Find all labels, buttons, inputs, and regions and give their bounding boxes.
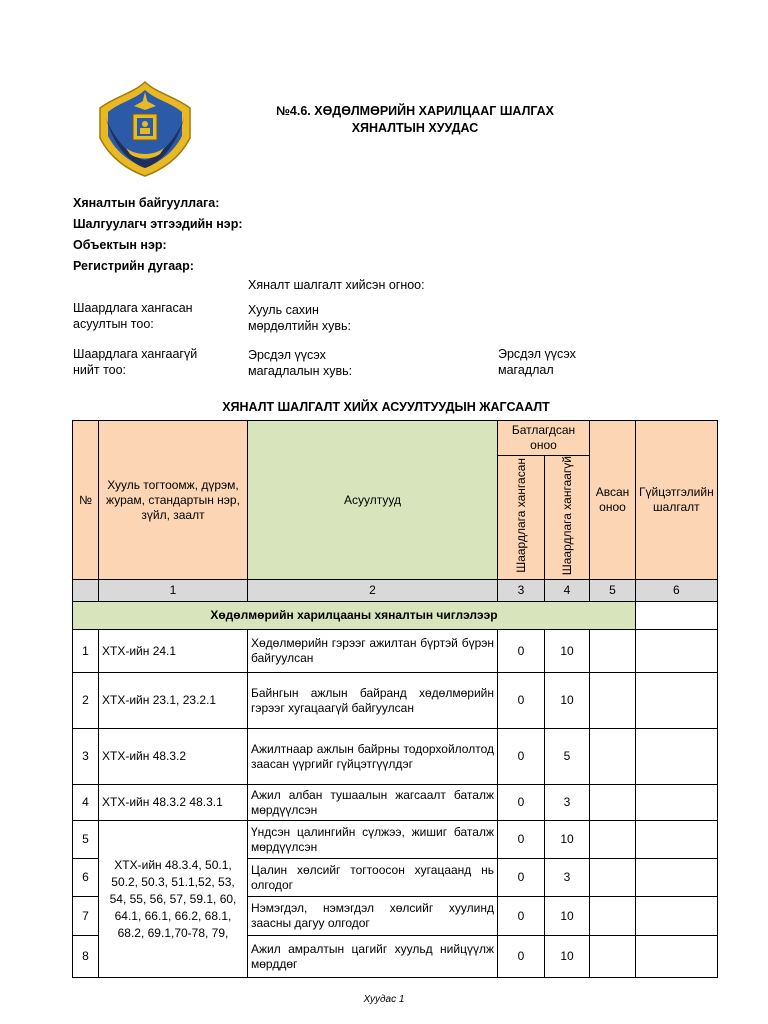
table-row	[73, 630, 718, 673]
compliant-count-label: Шаардлага хангасан асуултын тоо:	[73, 301, 193, 331]
row-compliant-score: 0	[498, 897, 545, 936]
row-number: 1	[73, 630, 99, 673]
row-law: ХТХ-ийн 24.1	[99, 630, 248, 673]
row-law-merged: ХТХ-ийн 48.3.4, 50.1, 50.2, 50.3, 51.1,52, 53, 54, 55, 56, 57, 59.1, 60, 64.1, 66.1, 66.2, 68.1, 68.2, 69.1,70-78, 79,	[99, 821, 248, 978]
row-implementation-cell[interactable]	[636, 859, 718, 897]
field-control-organization: Хяналтын байгууллага:	[73, 196, 220, 210]
column-number: 4	[545, 580, 590, 602]
section-label: Хөдөлмөрийн харилцааны хяналтын чиглэлээр	[73, 602, 636, 630]
compliance-percent-label: Хууль сахин мөрдөлтийн хувь:	[248, 303, 351, 333]
row-received-cell[interactable]	[590, 897, 636, 936]
emblem-logo	[96, 78, 194, 178]
row-question: Үндсэн цалингийн сүлжээ, жишиг баталж мөрдүүлсэн	[248, 821, 498, 859]
row-implementation-cell[interactable]	[636, 821, 718, 859]
header-received-score: Авсан оноо	[590, 421, 636, 580]
row-number: 6	[73, 859, 99, 897]
row-noncompliant-score: 3	[545, 859, 590, 897]
checklist-table	[72, 420, 718, 978]
row-received-cell[interactable]	[590, 785, 636, 821]
header-questions: Асуултууд	[248, 421, 498, 580]
row-received-cell[interactable]	[590, 630, 636, 673]
row-noncompliant-score: 10	[545, 897, 590, 936]
column-number: 6	[636, 580, 718, 602]
risk-probability-label: Эрсдэл үүсэх магадлал	[498, 347, 576, 377]
row-number: 5	[73, 821, 99, 859]
row-implementation-cell[interactable]	[636, 785, 718, 821]
row-compliant-score: 0	[498, 673, 545, 729]
row-question: Ажил албан тушаалын жагсаалт баталж мөрдүүлсэн	[248, 785, 498, 821]
table-row	[73, 729, 718, 785]
row-implementation-cell[interactable]	[636, 630, 718, 673]
row-implementation-cell[interactable]	[636, 936, 718, 978]
header-law: Хууль тогтоомж, дүрэм, журам, стандартын нэр, зүйл, заалт	[99, 421, 248, 580]
table-row	[73, 785, 718, 821]
row-received-cell[interactable]	[590, 673, 636, 729]
row-law: ХТХ-ийн 48.3.2 48.3.1	[99, 785, 248, 821]
row-compliant-score: 0	[498, 630, 545, 673]
row-noncompliant-score: 10	[545, 673, 590, 729]
column-number: 3	[498, 580, 545, 602]
header-implementation-check: Гүйцэтгэлийн шалгалт	[636, 421, 718, 580]
row-question: Нэмэгдэл, нэмэгдэл хөлсийг хуулинд заасны дагуу олгодог	[248, 897, 498, 936]
section-row	[73, 602, 718, 630]
column-number: 2	[248, 580, 498, 602]
title-line-1: №4.6. ХӨДӨЛМӨРИЙН ХАРИЛЦААГ ШАЛГАХ	[275, 104, 555, 118]
column-number-row	[73, 580, 718, 602]
header-no: №	[73, 421, 99, 580]
row-number: 7	[73, 897, 99, 936]
row-received-cell[interactable]	[590, 859, 636, 897]
title-line-2: ХЯНАЛТЫН ХУУДАС	[351, 121, 479, 135]
row-noncompliant-score: 3	[545, 785, 590, 821]
risk-probability-percent-label: Эрсдэл үүсэх магадлалын хувь:	[248, 348, 353, 378]
row-compliant-score: 0	[498, 785, 545, 821]
header-noncompliant: Шаардлага хангаагүй	[545, 456, 590, 580]
row-received-cell[interactable]	[590, 936, 636, 978]
field-registration-number: Регистрийн дугаар:	[73, 259, 194, 273]
field-object-name: Объектын нэр:	[73, 238, 167, 252]
row-question: Цалин хөлсийг тогтоосон хугацаанд нь олгодог	[248, 859, 498, 897]
field-inspected-entity-name: Шалгуулагч этгээдийн нэр:	[73, 217, 243, 231]
row-compliant-score: 0	[498, 859, 545, 897]
header-compliant: Шаардлага хангасан	[498, 456, 545, 580]
list-heading: ХЯНАЛТ ШАЛГАЛТ ХИЙХ АСУУЛТУУДЫН ЖАГСААЛТ	[222, 400, 550, 414]
row-law: ХТХ-ийн 48.3.2	[99, 729, 248, 785]
row-implementation-cell[interactable]	[636, 673, 718, 729]
row-law: ХТХ-ийн 23.1, 23.2.1	[99, 673, 248, 729]
row-noncompliant-score: 10	[545, 936, 590, 978]
noncompliant-total-label: Шаардлага хангаагүй нийт тоо:	[73, 347, 198, 377]
page-footer: Хуудас 1	[363, 994, 405, 1005]
row-noncompliant-score: 10	[545, 821, 590, 859]
row-noncompliant-score: 5	[545, 729, 590, 785]
column-number: 1	[99, 580, 248, 602]
row-number: 8	[73, 936, 99, 978]
row-implementation-cell[interactable]	[636, 729, 718, 785]
row-number: 2	[73, 673, 99, 729]
header-confirmed-score: Батлагдсан оноо	[498, 421, 590, 456]
table-row	[73, 821, 718, 859]
inspection-date-label: Хяналт шалгалт хийсэн огноо:	[248, 278, 425, 292]
row-question: Ажил амралтын цагийг хуульд нийцүүлж мөрддөг	[248, 936, 498, 978]
column-number: 5	[590, 580, 636, 602]
row-compliant-score: 0	[498, 729, 545, 785]
row-question: Хөдөлмөрийн гэрээг ажилтан бүртэй бүрэн байгуулсан	[248, 630, 498, 673]
row-question: Байнгын ажлын байранд хөдөлмөрийн гэрээг хугацаагүй байгуулсан	[248, 673, 498, 729]
row-received-cell[interactable]	[590, 821, 636, 859]
document-title	[250, 103, 580, 137]
row-number: 3	[73, 729, 99, 785]
row-number: 4	[73, 785, 99, 821]
row-compliant-score: 0	[498, 821, 545, 859]
row-noncompliant-score: 10	[545, 630, 590, 673]
row-compliant-score: 0	[498, 936, 545, 978]
row-received-cell[interactable]	[590, 729, 636, 785]
row-implementation-cell[interactable]	[636, 897, 718, 936]
table-row	[73, 673, 718, 729]
row-question: Ажилтнаар ажлын байрны тодорхойлолтод заасан үүргийг гүйцэтгүүлдэг	[248, 729, 498, 785]
